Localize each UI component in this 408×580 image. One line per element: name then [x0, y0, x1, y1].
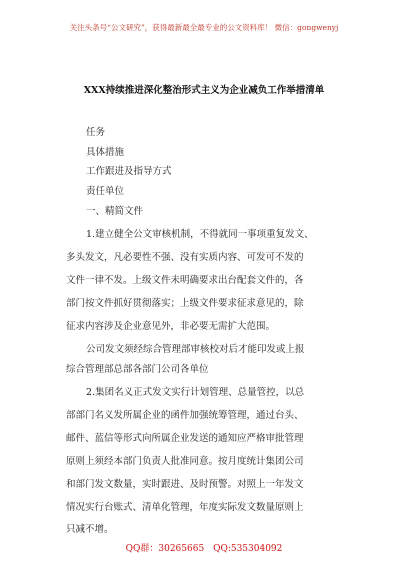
- body-line: 邮件、蓝信等形式向所属企业发送的通知应严格审批管理: [66, 433, 304, 444]
- body-line: 部门按文件抓好贯彻落实；上级文件要求征求意见的，除: [66, 298, 304, 309]
- body-line: 部部门名义发所属企业的函件加强统筹管理，通过台头、: [66, 410, 304, 421]
- body-line: 征求内容涉及企业意见外，非必要无需扩大范围。: [66, 321, 276, 332]
- body-line: 责任单位: [86, 186, 125, 197]
- body-line: 和部门发文数量，实时跟进、及时预警。对照上一年发文: [66, 479, 304, 490]
- body-line: 只减不增。: [66, 524, 114, 535]
- body-line: 多头发文，凡必要性不强、没有实质内容、可发可不发的: [66, 252, 304, 263]
- body-line: 1.建立健全公文审核机制，不得就同一事项重复发文、: [86, 229, 314, 240]
- body-line: 工作跟进及指导方式: [86, 166, 172, 177]
- footer-qq: QQ:535304092: [213, 544, 283, 554]
- header-banner: 关注头条号“公文研究”，获得最新最全最专业的公文资料库！ 微信：gongwenyj: [69, 23, 339, 32]
- document-title: XXX持续推进深化整治形式主义为企业减负工作举措清单: [83, 85, 325, 96]
- body-line: 任务: [86, 127, 106, 138]
- body-line: 原则上须经本部门负责人批准同意。按月度统计集团公司: [66, 456, 304, 467]
- body-line: 综合管理部总部各部门公司各单位: [66, 364, 209, 375]
- body-line: 具体措施: [86, 147, 125, 158]
- body-line: 文件一律不发。上级文件未明确要求出台配套文件的，各: [66, 275, 304, 286]
- body-line: 情况实行台账式、清单化管理，年度实际发文数量原则上: [66, 502, 304, 513]
- body-line: 公司发文须经综合管理部审核校对后才能印发或上报: [86, 344, 305, 355]
- footer-contact: [0, 541, 408, 554]
- section-heading: 一、精简文件: [86, 206, 144, 217]
- body-line: 2.集团名义正式发文实行计划管理、总量管控，以总: [86, 387, 305, 398]
- footer-qq-group: QQ群：30265665: [125, 544, 205, 554]
